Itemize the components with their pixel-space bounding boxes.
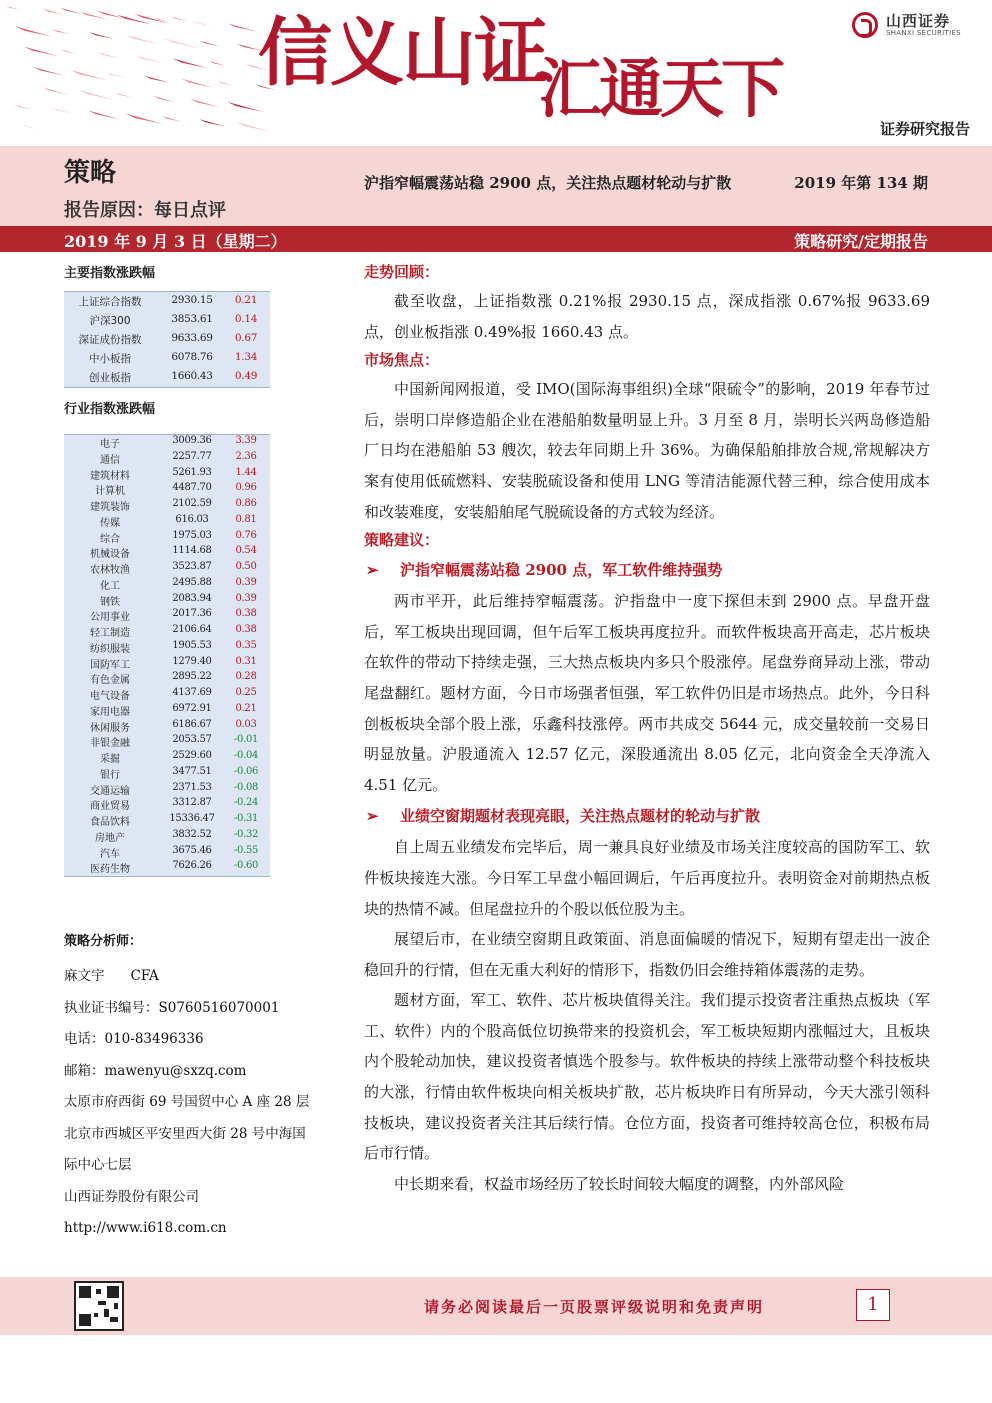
logo-mark-icon (852, 12, 878, 38)
row-change: 0.96 (235, 482, 257, 494)
slogan-line1: 信义山证 (258, 10, 546, 96)
row-change: 1.44 (235, 466, 257, 478)
row-value: 3853.61 (171, 313, 213, 325)
row-change: 0.31 (235, 655, 257, 667)
table-row (64, 671, 270, 687)
burst-shard (144, 76, 170, 83)
burst-shard (24, 47, 58, 57)
row-value: 2529.60 (172, 750, 212, 761)
section-advice-title: 策略建议： (364, 531, 440, 550)
date-bar (0, 226, 992, 252)
row-change: 0.39 (235, 592, 257, 604)
row-name: 有色金属 (90, 675, 130, 687)
address-beijing-line2: 际中心七层 (64, 1157, 132, 1173)
table-row (64, 349, 270, 368)
row-change: 0.38 (235, 624, 257, 635)
row-name: 传媒 (100, 517, 120, 529)
arrow-bullet-icon: ➢ (366, 561, 379, 580)
table-row (64, 860, 270, 876)
table-row (64, 640, 270, 656)
row-change: -0.01 (233, 734, 259, 746)
table-row (64, 330, 270, 349)
burst-shard (89, 32, 114, 39)
table-row (64, 545, 270, 561)
row-name: 沪深300 (89, 315, 131, 327)
row-value: 2083.94 (172, 592, 212, 604)
row-name: 建筑装饰 (90, 502, 130, 513)
burst-shard (116, 93, 132, 97)
row-name: 电子 (100, 439, 120, 450)
row-value: 9633.69 (171, 332, 213, 344)
table-row (64, 530, 270, 546)
table-row (64, 498, 270, 514)
section-review-title: 走势回顾： (364, 263, 440, 281)
row-name: 轻工制造 (90, 628, 130, 639)
burst-shard (88, 110, 120, 119)
industry-table-title: 行业指数涨跌幅 (64, 402, 156, 417)
row-change: -0.55 (233, 844, 259, 856)
burst-shard (61, 50, 76, 54)
burst-shard (6, 6, 20, 10)
row-value: 1114.68 (172, 545, 212, 557)
table-row (64, 561, 270, 577)
table-row (64, 451, 270, 467)
row-name: 医药生物 (90, 864, 130, 876)
brand-burst-graphic (0, 0, 300, 146)
advice-paragraph-5: 中长期来看，权益市场经历了较长时间较大幅度的调整，内外部风险 (394, 1174, 845, 1193)
row-value: 7626.26 (172, 860, 212, 872)
table-row (64, 734, 270, 750)
row-value: 2495.88 (172, 576, 212, 588)
analyst-info (64, 930, 354, 1245)
report-kind: 策略研究/定期报告 (794, 232, 928, 251)
burst-shard (153, 96, 176, 102)
row-value: 5261.93 (172, 466, 212, 478)
row-value: 3009.36 (172, 435, 212, 446)
burst-shard (125, 113, 164, 124)
address-beijing-line1: 北京市西城区平安里西大街 28 号中海国 (64, 1125, 306, 1142)
logo-name: 山西证券 (886, 12, 951, 30)
row-value: 3832.52 (172, 828, 212, 840)
table-row (64, 797, 270, 813)
row-name: 公用事业 (90, 612, 130, 624)
burst-shard (199, 119, 226, 127)
row-value: 1905.53 (172, 639, 212, 651)
row-change: 0.38 (235, 608, 257, 620)
row-value: 4487.70 (172, 482, 212, 494)
analyst-phone: 电话：010-83496336 (64, 1031, 204, 1047)
row-value: 2017.36 (172, 608, 212, 620)
logo-english: SHANXI SECURITIES (886, 29, 961, 37)
row-value: 2257.77 (172, 450, 212, 462)
row-name: 农林牧渔 (90, 565, 130, 576)
row-change: 1.34 (234, 351, 258, 363)
row-name: 非银金融 (90, 738, 130, 750)
row-name: 钢铁 (100, 596, 120, 608)
row-change: 0.86 (235, 498, 257, 509)
row-change: 0.14 (234, 313, 258, 325)
row-name: 采掘 (100, 754, 120, 765)
row-value: 1975.03 (172, 529, 212, 541)
advice-paragraph-1: 两市平开，此后维持窄幅震荡。沪指盘中一度下探但未到 2900 点。早盘开盘后，军工板块出现回调，但午后军工板块再度拉升。而软件板块高开高走，芯片板块在软件的带动下持续走强，三大热点板块内多只个股涨停。尾盘券商异动上涨，带动尾盘翻红。题材方面，今日市场强者恒强，军工软件仍旧是市场热点。此外，今日科创板板块全部个股上涨，乐鑫科技涨停。两市共成交 5644 元，成交量较前一交易日明显放量。沪股通流入 12.57 亿元，深股通流出 8.05 亿元，北向资金全天净流入 4.51 亿元。 (364, 592, 930, 794)
row-value: 2102.59 (172, 498, 212, 509)
burst-shard (15, 26, 52, 36)
row-value: 2106.64 (172, 624, 212, 635)
row-name: 创业板指 (89, 372, 131, 384)
table-row (64, 624, 270, 640)
row-change: -0.04 (233, 750, 259, 761)
burst-shard (181, 79, 214, 88)
row-change: 2.36 (235, 450, 257, 462)
report-type: 证券研究报告 (879, 120, 970, 138)
row-name: 综合 (100, 533, 120, 545)
company-website[interactable]: http://www.i618.com.cn (64, 1220, 227, 1236)
burst-shard (162, 116, 182, 122)
row-name: 汽车 (100, 848, 120, 860)
row-change: 0.81 (235, 513, 257, 525)
burst-shard (236, 122, 270, 132)
table-row (64, 782, 270, 798)
advice-paragraph-2: 自上周五业绩发布完毕后，周一兼具良好业绩及市场关注度较高的国防军工、软件板块接连大涨。今日军工早盘小幅回调后，午后再度拉升。表明资金对前期热点板块的热情不减。但尾盘拉升的个股以低位股为主。 (364, 838, 930, 918)
row-value: 3477.51 (172, 765, 212, 777)
row-change: 3.39 (235, 435, 257, 446)
burst-shard (23, 125, 38, 129)
row-name: 国防军工 (90, 659, 130, 671)
advice-bullet-2-text: 业绩空窗期题材表现亮眼，关注热点题材的轮动与扩散 (400, 807, 761, 826)
row-value: 616.03 (175, 513, 209, 525)
row-name: 家用电器 (90, 706, 130, 718)
row-value: 4137.69 (172, 687, 212, 698)
table-row (64, 577, 270, 593)
industry-table (64, 434, 270, 877)
row-change: 0.76 (235, 529, 257, 541)
row-value: 2371.53 (172, 781, 212, 793)
row-value: 2895.22 (172, 671, 212, 683)
burst-shard (70, 70, 108, 81)
burst-shard (200, 41, 220, 47)
page-number: 1 (856, 1289, 890, 1321)
report-headline: 沪指窄幅震荡站稳 2900 点，关注热点题材轮动与扩散 (364, 174, 732, 192)
burst-shard (60, 8, 82, 14)
row-name: 中小板指 (89, 353, 131, 365)
disclaimer-note: 请务必阅读最后一页股票评级说明和免责声明 (424, 1298, 765, 1316)
table-row (64, 292, 270, 311)
burst-shard (126, 35, 158, 44)
row-name: 上证综合指数 (78, 296, 142, 308)
address-taiyuan: 太原市府西街 69 号国贸中心 A 座 28 层 (64, 1094, 310, 1110)
row-name: 电气设备 (90, 691, 130, 702)
row-change: 0.50 (235, 561, 257, 572)
row-change: 0.28 (235, 671, 257, 683)
row-change: -0.06 (233, 765, 259, 777)
row-value: 1660.43 (171, 370, 213, 382)
row-value: 3312.87 (172, 797, 212, 809)
analyst-license: 执业证书编号：S0760516070001 (64, 999, 280, 1016)
burst-shard (227, 102, 264, 112)
row-change: 0.21 (234, 294, 258, 306)
burst-shard (97, 11, 126, 19)
row-name: 深证成份指数 (78, 334, 142, 346)
row-value: 6186.67 (172, 718, 212, 730)
burst-shard (33, 67, 64, 76)
burst-shard (209, 61, 226, 66)
row-change: 0.35 (235, 639, 257, 651)
burst-shard (51, 108, 76, 115)
row-change: 0.25 (235, 687, 257, 698)
company-name: 山西证券股份有限公司 (64, 1188, 199, 1205)
advice-bullet-1-text: 沪指窄幅震荡站稳 2900 点，军工软件维持强势 (400, 561, 723, 580)
burst-shard (190, 99, 220, 107)
qr-code-icon (74, 1281, 124, 1331)
analyst-cert: CFA (130, 968, 159, 984)
row-value: 6972.91 (172, 702, 212, 714)
row-change: 0.54 (235, 545, 257, 557)
burst-shard (43, 9, 64, 15)
advice-bullet-1 (364, 554, 930, 586)
burst-shard (14, 105, 32, 110)
row-name: 化工 (100, 580, 120, 592)
burst-shard (218, 81, 232, 85)
row-name: 交通运输 (90, 785, 130, 797)
row-name: 纺织服装 (90, 643, 130, 655)
focus-paragraph: 中国新闻网报道，受 IMO(国际海事组织)全球“限硫令”的影响，2019 年春节过后，崇明口岸修造船企业在港船舶数量明显上升。3 月至 8 月，崇明长兴两岛修造船厂日均在港船舶 53 艘次，较去年同期上升 36%。为确保船舶排放合规,常规解决方案有使用低硫燃料、安装脱硫设备和使用 LNG 等清洁能源代替三种，综合使用成本和改装难度，安装船舶尾气脱硫设备的方式较为经济。 (364, 380, 930, 521)
burst-shard (107, 73, 126, 78)
row-value: 15336.47 (169, 813, 215, 824)
row-value: 6078.76 (171, 351, 213, 363)
table-row (64, 845, 270, 861)
row-name: 通信 (100, 454, 120, 466)
table-row (64, 514, 270, 530)
row-value: 1279.40 (172, 655, 212, 667)
burst-shard (154, 18, 170, 22)
table-row (64, 435, 270, 451)
table-row (64, 703, 270, 719)
table-row (64, 368, 270, 387)
main-content (364, 259, 930, 1199)
burst-shard (172, 58, 208, 68)
table-row (64, 656, 270, 672)
row-value: 3523.87 (172, 561, 212, 572)
advice-bullet-2 (364, 800, 930, 832)
row-change: -0.60 (233, 860, 259, 872)
report-reason: 报告原因：每日点评 (64, 200, 226, 221)
table-row (64, 813, 270, 829)
row-name: 商业贸易 (90, 801, 130, 813)
burst-shard (134, 14, 170, 24)
table-row (64, 311, 270, 330)
row-change: 0.67 (234, 332, 258, 344)
table-row (64, 608, 270, 624)
issue-number: 2019 年第 134 期 (794, 174, 928, 192)
review-paragraph: 截至收盘，上证指数涨 0.21%报 2930.15 点，深成指涨 0.67%报 9633.69 点，创业板指涨 0.49%报 1660.43 点。 (364, 292, 930, 341)
section-focus-title: 市场焦点： (364, 351, 440, 370)
row-name: 食品饮料 (90, 817, 130, 828)
row-value: 2053.57 (172, 734, 212, 746)
company-logo (852, 10, 970, 40)
row-change: -0.31 (233, 813, 259, 824)
row-change: 0.21 (235, 702, 257, 714)
row-name: 房地产 (95, 832, 125, 844)
burst-shard (163, 38, 202, 49)
burst-shard (117, 15, 152, 25)
advice-paragraph-4: 题材方面，军工、软件、芯片板块值得关注。我们提示投资者注重热点板块（军工、软件）内的个股高低位切换带来的投资机会，军工板块短期内涨幅过大，且板块内个股轮动加快，建议投资者慎选个股参与。软件板块的持续上涨带动整个科技板块的大涨，行情由软件板块向相关板块扩散，芯片板块昨日有所异动，今天大涨引领科技板块，建议投资者关注其后续行情。仓位方面，投资者可维持较高仓位，积极布局后市行情。 (364, 991, 930, 1163)
table-row (64, 719, 270, 735)
table-row (64, 467, 270, 483)
burst-shard (79, 90, 114, 100)
table-row (64, 593, 270, 609)
row-value: 3675.46 (172, 844, 212, 856)
table-row (64, 687, 270, 703)
table-row (64, 766, 270, 782)
analyst-name: 麻文宇 (64, 968, 105, 984)
burst-shard (171, 17, 188, 22)
row-change: 0.49 (234, 370, 258, 382)
burst-shard (135, 55, 164, 63)
table-row (64, 750, 270, 766)
row-name: 建筑材料 (90, 470, 130, 482)
row-change: 0.03 (235, 718, 257, 730)
slogan-line2: 汇通天下 (538, 53, 782, 127)
row-change: -0.32 (233, 828, 259, 840)
index-table (64, 291, 270, 388)
row-name: 机械设备 (90, 549, 130, 561)
category-title: 策略 (64, 158, 117, 188)
index-table-title: 主要指数涨跌幅 (64, 266, 156, 281)
row-name: 银行 (100, 769, 120, 781)
table-row (64, 482, 270, 498)
burst-shard (42, 87, 70, 95)
burst-shard (191, 21, 214, 27)
analyst-email[interactable]: 邮箱：mawenyu@sxzq.com (64, 1062, 247, 1079)
burst-shard (98, 52, 120, 58)
row-change: 0.39 (235, 576, 257, 588)
row-value: 2930.15 (171, 294, 213, 306)
row-change: -0.24 (233, 797, 259, 809)
analyst-title: 策略分析师： (64, 934, 143, 949)
advice-paragraph-3: 展望后市，在业绩空窗期且政策面、消息面偏暖的情况下，短期有望走出一波企稳回升的行情，但在无重大利好的情形下，指数仍旧会维持箱体震荡的走势。 (364, 930, 930, 979)
burst-shard (52, 29, 70, 34)
row-name: 休闲服务 (90, 722, 130, 734)
row-name: 计算机 (95, 486, 125, 498)
arrow-bullet-icon: ➢ (366, 807, 379, 826)
burst-shard (228, 23, 258, 31)
report-date: 2019 年 9 月 3 日（星期二） (64, 232, 287, 251)
table-row (64, 829, 270, 845)
header-hero (0, 0, 992, 146)
row-change: -0.08 (233, 781, 259, 793)
